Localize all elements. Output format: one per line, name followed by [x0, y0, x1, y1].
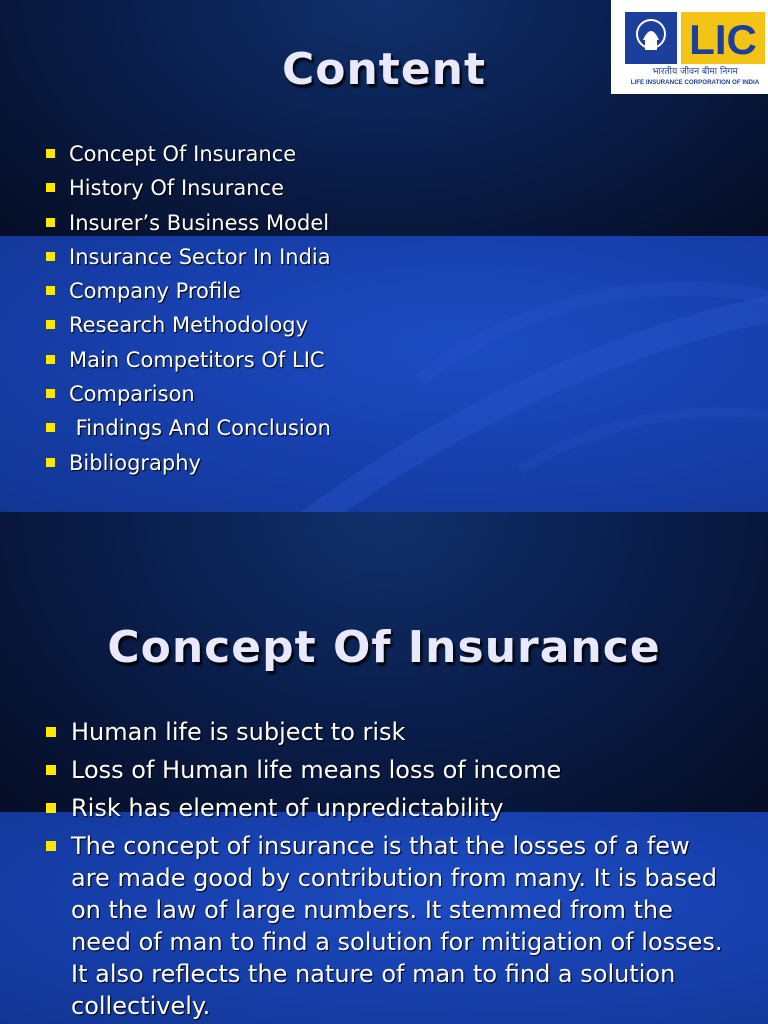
list-item: Bibliography	[46, 449, 331, 483]
list-item: Human life is subject to risk	[46, 716, 731, 748]
list-item: Findings And Conclusion	[46, 414, 331, 448]
slide-concept-of-insurance	[0, 512, 768, 1024]
content-list	[46, 140, 331, 483]
bullet-square-icon	[46, 765, 56, 775]
list-item: Comparison	[46, 380, 331, 414]
list-item: Research Methodology	[46, 311, 331, 345]
bullet-square-icon	[46, 320, 55, 329]
list-item: History Of Insurance	[46, 174, 331, 208]
list-item: Main Competitors Of LIC	[46, 346, 331, 380]
bullet-square-icon	[46, 727, 56, 737]
lic-logo	[611, 0, 768, 94]
bullet-square-icon	[46, 423, 55, 432]
list-item: Company Profile	[46, 277, 331, 311]
lic-english-text: LIFE INSURANCE CORPORATION OF INDIA	[630, 79, 760, 86]
bullet-square-icon	[46, 389, 55, 398]
bullet-square-icon	[46, 149, 55, 158]
list-item: Risk has element of unpredictability	[46, 792, 731, 824]
list-item: Concept Of Insurance	[46, 140, 331, 174]
list-item: The concept of insurance is that the losses of a few are made good by contribution from many. It is based on the law of large numbers. It stemmed from the need of man to find a solution for mitigation of losses. It also reflects the nature of man to find a solution collectively.	[46, 830, 731, 1022]
bullet-square-icon	[46, 252, 55, 261]
bullet-square-icon	[46, 841, 56, 851]
slide-title: Concept Of Insurance	[107, 622, 661, 673]
bullet-square-icon	[46, 458, 55, 467]
concept-list	[46, 716, 731, 1024]
list-item: Insurer’s Business Model	[46, 209, 331, 243]
bullet-square-icon	[46, 286, 55, 295]
slide-title: Content	[281, 44, 487, 95]
bullet-square-icon	[46, 218, 55, 227]
bullet-square-icon	[46, 355, 55, 364]
bullet-square-icon	[46, 183, 55, 192]
lic-hindi-text: भारतीय जीवन बीमा निगम	[652, 67, 738, 77]
bullet-square-icon	[46, 803, 56, 813]
list-item: Loss of Human life means loss of income	[46, 754, 731, 786]
list-item: Insurance Sector In India	[46, 243, 331, 277]
lic-brand-text: LIC	[689, 16, 757, 63]
